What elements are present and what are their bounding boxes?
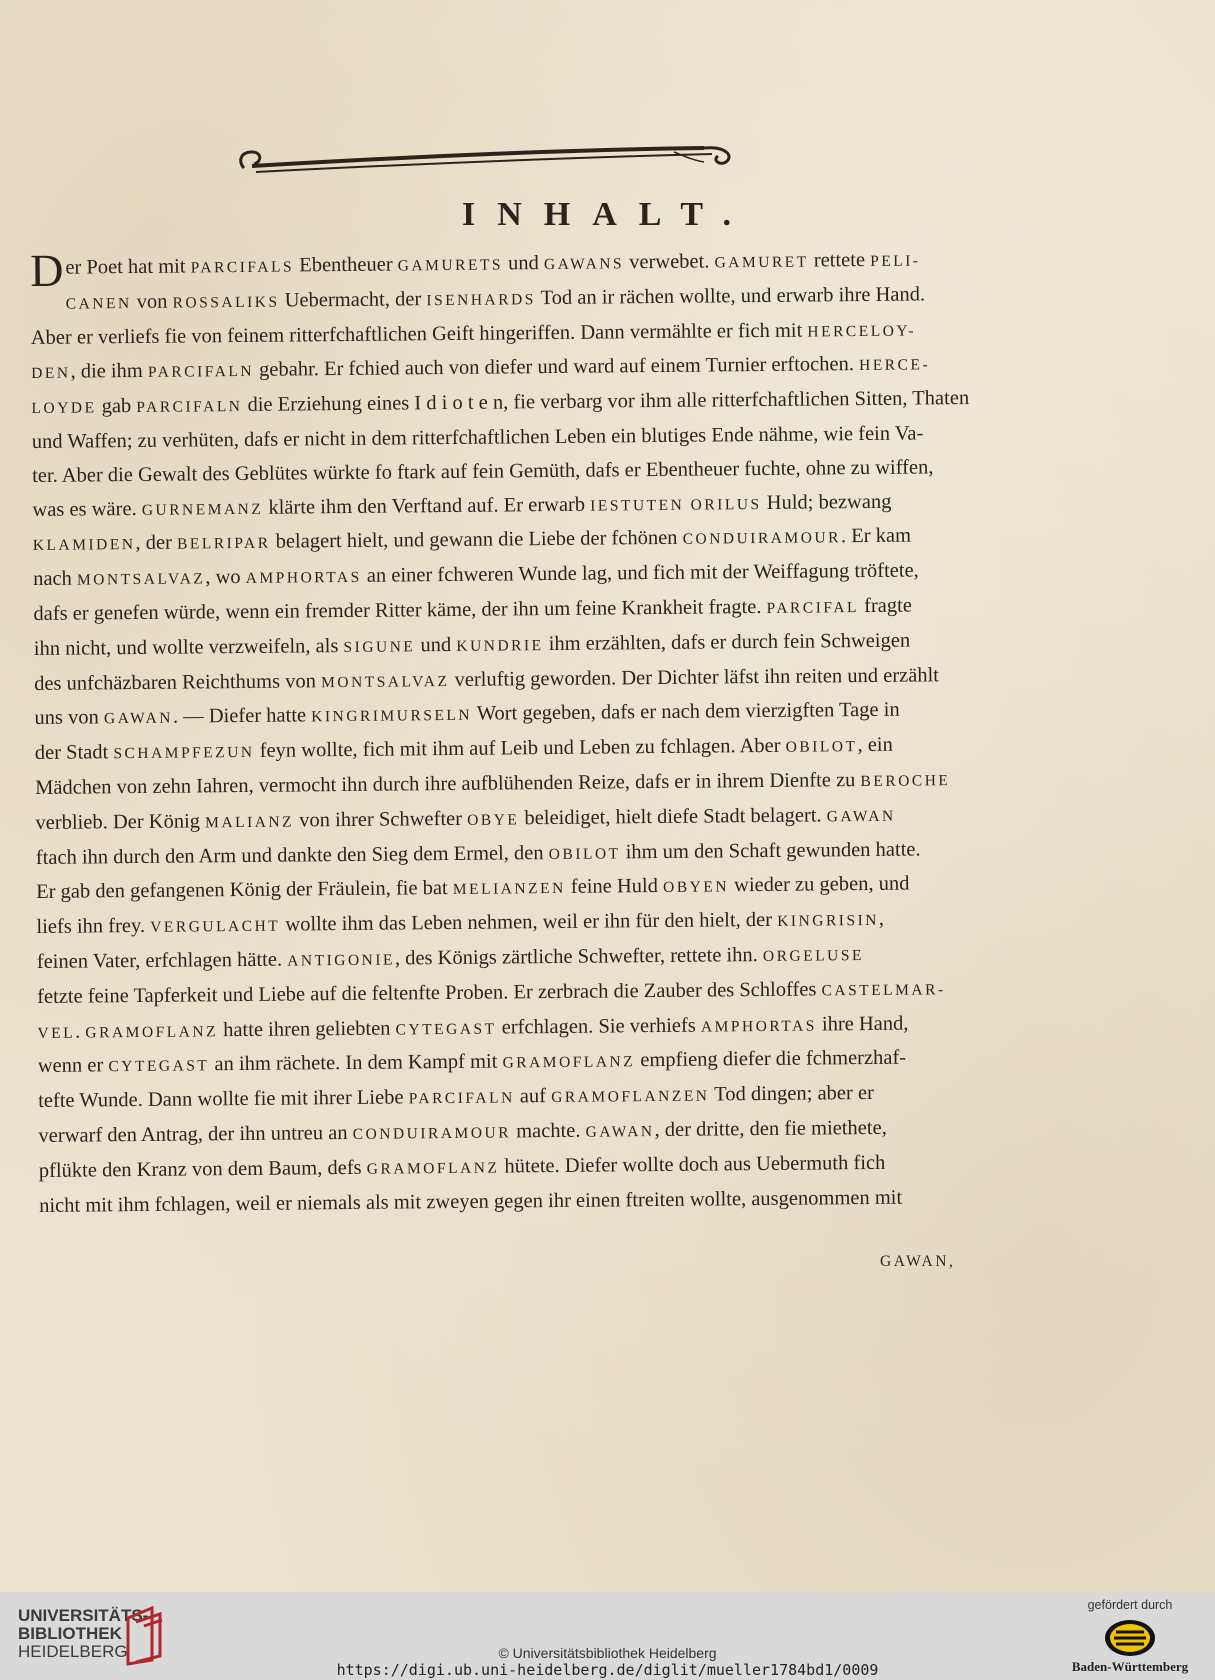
proper-name: AMPHORTAS [245,569,362,588]
proper-name: KUNDRIE [456,636,544,655]
text-run: hatte ihren geliebten [217,1017,396,1041]
proper-name: CANEN [65,294,132,313]
proper-name: GAWAN [826,807,896,826]
proper-name: MELIANZEN [452,880,566,899]
proper-name: ROSSALIKS [172,293,280,312]
proper-name: GRAMOFLANZ [366,1159,500,1178]
proper-name: VEL [37,1024,76,1042]
text-run: . [75,1020,86,1043]
text-run: feyn wollte, fich mit ihm auf Leib und Leben zu fchlagen. Aber [254,734,786,763]
text-run: klärte ihm den Verftand auf. Er erwarb [263,493,591,519]
text-run: . Er kam [840,524,912,548]
proper-name: PARCIFALN [136,398,243,417]
proper-name: MALIANZ [205,813,295,832]
library-name-line2: BIBLIOTHEK [18,1624,122,1643]
text-run: wenn er [37,1054,109,1078]
text-run: gab [96,395,137,418]
proper-name: BELRIPAR [176,535,271,553]
text-run: Wort gegeben, dafs er nach dem vierzigften Tage in [471,699,900,726]
text-run: liefs ihn frey. [36,915,151,939]
text-run: hütete. Diefer wollte doch aus Uebermuth fich [499,1151,886,1178]
proper-name: ISENHARDS [426,290,536,309]
text-run: die Erziehung eines I d i o t e n, fie verbarg vor ihm alle ritterfchaftlichen Sitten, Thaten [242,387,970,417]
text-run: gebahr. Er fchied auch von diefer und ward auf einem Turnier erftochen. [253,353,860,382]
text-run: empfieng diefer die fchmerzhaf- [635,1046,907,1072]
drop-cap: D [29,244,64,296]
library-name-line3: HEIDELBERG [18,1642,128,1661]
text-run: belagert hielt, und gewann die Liebe der fchönen [270,527,683,554]
text-run: fetzte feine Tapferkeit und Liebe auf die feltenfte Proben. Er zerbrach die Zauber des Schloffes [37,978,822,1008]
proper-name: VERGULACHT [150,917,281,937]
proper-name: GURNEMANZ [141,500,264,519]
proper-name: GRAMOFLANZ [502,1053,636,1072]
proper-name: SCHAMPFEZUN [113,744,255,763]
text-run: uns von [34,706,105,730]
text-run: , die ihm [70,360,149,384]
text-run: nicht mit ihm fchlagen, weil er niemals als mit zweyen gegen ihr einen ftreiten wollte, ausgenommen mit [39,1186,903,1217]
text-run: , der [135,531,178,555]
proper-name: CYTEGAST [395,1020,497,1039]
text-run: des unfchäzbaren Reichthums von [34,669,322,695]
proper-name: HERCE- [859,356,931,375]
text-run: und Waffen; zu verhüten, dafs er nicht in dem ritterfchaftlichen Leben ein blutiges Ende nähme, wie fein Va- [31,422,924,453]
proper-name: IESTUTEN ORILUS [590,495,762,515]
text-run: machte. [510,1119,586,1143]
funding-credit [1065,1598,1195,1675]
proper-name: OBYEN [663,878,730,897]
text-run: feinen Vater, erfchlagen hätte. [36,948,288,973]
contents-paragraph [30,243,991,1223]
proper-name: GAWAN [103,710,174,728]
proper-name: KINGRIMURSELN [311,707,473,726]
text-run: ihm erzählten, dafs er durch fein Schweigen [543,629,911,655]
proper-name: KLAMIDEN [32,536,136,555]
catchword: GAWAN, [880,1253,956,1270]
proper-name: MONTSALVAZ [320,672,450,691]
proper-name: BEROCHE [860,772,951,791]
proper-name: PARCIFALN [147,363,255,382]
text-run: nach [33,567,78,591]
proper-name: GRAMOFLANZ [85,1022,219,1042]
proper-name: OBILOT [785,738,858,756]
text-run: Aber er verliefs fie von feinem ritterfchaftlichen Geift hingeriffen. Dann vermählte er fich mit [30,319,808,349]
proper-name: CASTELMAR- [821,980,946,1000]
text-run: was es wäre. [32,497,142,521]
text-run: fragte [858,594,912,618]
text-run: Huld; bezwang [761,490,892,514]
proper-name: MONTSALVAZ [76,570,206,589]
text-run: er Poet hat mit [65,255,191,279]
text-run: verblieb. Der König [35,810,206,834]
text-run: Ebentheuer [294,253,398,277]
text-run: und [415,633,457,657]
proper-name: CYTEGAST [108,1057,210,1076]
text-run: rettete [808,248,871,272]
text-run: , ein [857,733,893,757]
text-run: von [131,290,173,313]
proper-name: AMPHORTAS [700,1017,817,1036]
proper-name: GRAMOFLANZEN [551,1087,710,1107]
text-run: ihm um den Schaft gewunden hatte. [620,838,921,863]
text-run: , [878,907,885,931]
text-run: verluftig geworden. Der Dichter läfst ihn reiten und erzählt [449,663,940,691]
text-run: der Stadt [34,741,114,765]
text-run: von ihrer Schwefter [293,807,468,832]
text-run: , der dritte, den fie miethete, [654,1116,887,1141]
text-run: verwarf den Antrag, der ihn untreu an [38,1121,353,1147]
text-run: , wo [205,566,246,589]
ornamental-header-rule [234,140,744,186]
text-run: ihn nicht, und wollte verzweifeln, als [33,634,344,660]
text-run: beleidiget, hielt diefe Stadt belagert. [519,804,827,830]
text-run: wollte ihm das Leben nehmen, weil er ihn für den hielt, der [280,908,778,936]
text-run: Mädchen von zehn Iahren, vermocht ihn durch ihre aufblühenden Reize, dafs er in ihrem Dienfte zu [35,769,861,799]
text-run: pflükte den Kranz von dem Baum, defs [38,1156,367,1182]
proper-name: DEN [31,365,71,383]
proper-name: PARCIFAL [766,599,860,617]
baden-wuerttemberg-emblem-icon[interactable] [1103,1618,1157,1658]
proper-name: LOYDE [31,399,97,418]
proper-name: CONDUIRAMOUR [682,529,842,549]
proper-name: GAWAN [585,1122,655,1141]
proper-name: KINGRISIN [777,912,879,930]
proper-name: CONDUIRAMOUR [352,1124,512,1143]
proper-name: OBYE [467,811,520,829]
text-run: . — Diefer hatte [172,704,312,729]
proper-name: ORGELUSE [762,946,864,965]
text-run: , des Königs zärtliche Schwefter, rettete ihn. [394,943,764,970]
page-title: INHALT. [462,196,753,233]
proper-name: PARCIFALS [190,258,295,277]
copyright-notice: © Universitätsbibliothek Heidelberg [498,1645,717,1661]
text-run: ter. Aber die Gewalt des Geblütes würkte fo ftark auf fein Gemüth, dafs er Ebentheuer fuchte, ohne zu wiffen, [32,456,934,487]
text-run: feine Huld [565,875,664,899]
proper-name: PELI- [870,252,921,270]
proper-name: SIGUNE [343,638,416,656]
text-run: ihre Hand, [816,1012,909,1036]
text-run: Tod dingen; aber er [709,1082,874,1106]
funded-by-label: gefördert durch [1087,1598,1173,1612]
text-run: verwebet. [623,250,715,274]
proper-name: HERCELOY- [807,322,917,341]
funder-name: Baden-Württemberg [1071,1659,1189,1674]
viewer-footer [0,1592,1215,1680]
proper-name: PARCIFALN [408,1089,515,1108]
text-run: erfchlagen. Sie verhiefs [496,1014,701,1039]
proper-name: GAWANS [543,255,625,274]
text-run: auf [514,1085,552,1108]
proper-name: GAMURETS [397,256,504,275]
text-run: dafs er genefen würde, wenn ein fremder Ritter käme, der ihn um feine Krankheit fragte. [33,595,767,625]
text-run: Er gab den gefangenen König der Fräulein, fie bat [36,877,453,904]
text-run: wieder zu geben, und [728,872,910,897]
permalink-url[interactable]: https://digi.ub.uni-heidelberg.de/diglit/mueller1784bd1/0009 [336,1661,879,1679]
proper-name: ANTIGONIE [287,951,396,970]
text-run: und [502,252,545,275]
text-run: tefte Wunde. Dann wollte fie mit ihrer Liebe [38,1086,409,1113]
text-run: Uebermacht, der [279,287,427,312]
text-run: ftach ihn durch den Arm und dankte den Sieg dem Ermel, den [35,841,549,869]
text-run: Tod an ir rächen wollte, und erwarb ihre Hand. [535,283,926,309]
text-run: an einer fchweren Wunde lag, und fich mit der Weiffagung tröftete, [361,559,919,588]
proper-name: OBILOT [548,844,621,863]
proper-name: GAMURET [714,253,809,272]
text-run: an ihm rächete. In dem Kampf mit [209,1050,503,1076]
library-name-line1: UNIVERSITÄTS- [18,1606,149,1625]
